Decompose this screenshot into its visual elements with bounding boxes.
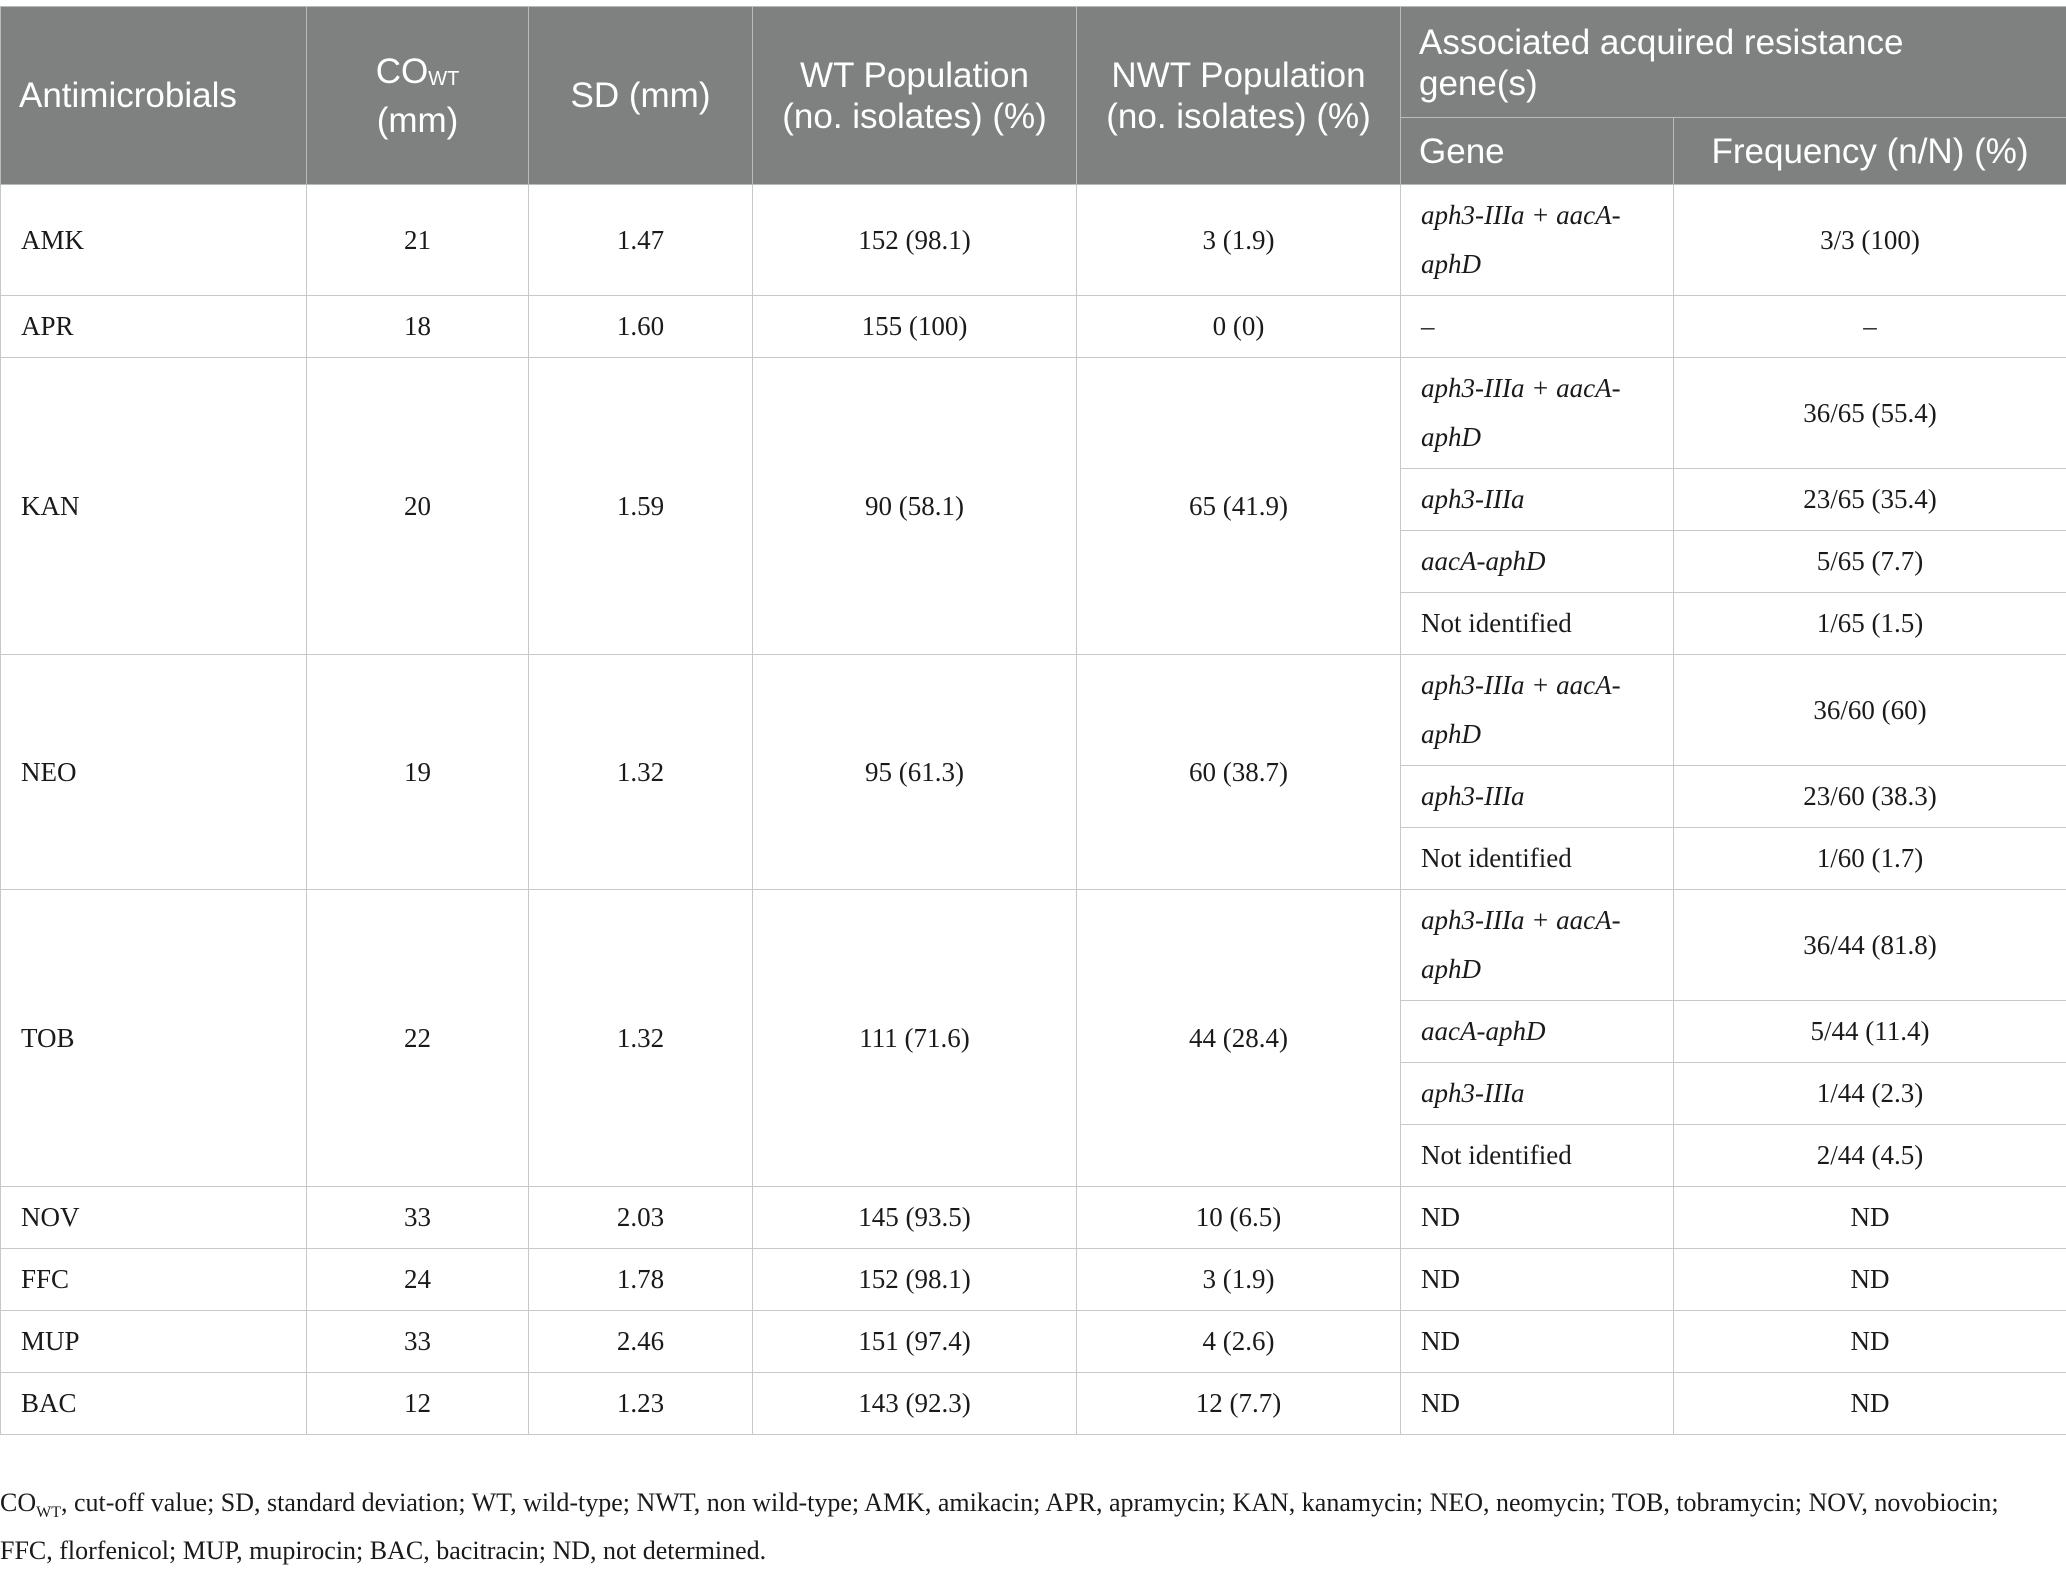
header-antimicrobials: Antimicrobials xyxy=(1,7,307,185)
cell-wt: 143 (92.3) xyxy=(753,1373,1077,1435)
cell-wt: 95 (61.3) xyxy=(753,655,1077,890)
table-row xyxy=(1,655,2066,766)
cell-drug: APR xyxy=(1,296,307,358)
cell-co: 24 xyxy=(307,1249,529,1311)
cell-sd: 1.32 xyxy=(529,890,753,1187)
cell-sd: 1.32 xyxy=(529,655,753,890)
cell-sd: 2.03 xyxy=(529,1187,753,1249)
cell-nwt: 65 (41.9) xyxy=(1077,358,1401,655)
cell-wt: 152 (98.1) xyxy=(753,1249,1077,1311)
cell-co: 19 xyxy=(307,655,529,890)
cell-wt: 152 (98.1) xyxy=(753,185,1077,296)
footnote-line2: FFC, florfenicol; MUP, mupirocin; BAC, bacitracin; ND, not determined. xyxy=(0,1536,766,1565)
cell-frequency: ND xyxy=(1674,1249,2066,1311)
cell-gene: aacA-aphD xyxy=(1401,1001,1674,1063)
cell-gene: – xyxy=(1401,296,1674,358)
cell-frequency: 1/44 (2.3) xyxy=(1674,1063,2066,1125)
cell-nwt: 12 (7.7) xyxy=(1077,1373,1401,1435)
cell-sd: 1.59 xyxy=(529,358,753,655)
cell-frequency: 36/65 (55.4) xyxy=(1674,358,2066,469)
gene-line1: aph3-IIIa + aacA- xyxy=(1421,905,1621,935)
cell-nwt: 3 (1.9) xyxy=(1077,185,1401,296)
cell-frequency: 23/65 (35.4) xyxy=(1674,469,2066,531)
cell-wt: 90 (58.1) xyxy=(753,358,1077,655)
header-co-unit: (mm) xyxy=(377,101,459,140)
cell-drug: TOB xyxy=(1,890,307,1187)
header-sd: SD (mm) xyxy=(529,7,753,185)
footnote-line1: , cut-off value; SD, standard deviation; WT, wild-type; NWT, non wild-type; AMK, amikacin; APR, apramycin; KAN, kanamycin; NEO, neomycin; TOB, tobramycin; NOV, novobiocin; xyxy=(61,1488,1999,1517)
cell-gene: ND xyxy=(1401,1311,1674,1373)
cell-frequency: 36/44 (81.8) xyxy=(1674,890,2066,1001)
cell-nwt: 10 (6.5) xyxy=(1077,1187,1401,1249)
cell-gene xyxy=(1401,185,1674,296)
cell-sd: 1.23 xyxy=(529,1373,753,1435)
table-row xyxy=(1,1249,2066,1311)
gene-line2: aphD xyxy=(1421,422,1481,452)
table-body xyxy=(1,185,2066,1435)
cell-gene: ND xyxy=(1401,1249,1674,1311)
table-header xyxy=(1,7,2066,185)
cell-frequency: ND xyxy=(1674,1187,2066,1249)
cell-nwt: 0 (0) xyxy=(1077,296,1401,358)
gene-line1: aph3-IIIa + aacA- xyxy=(1421,373,1621,403)
header-nwt-line2: (no. isolates) (%) xyxy=(1106,97,1371,136)
cell-drug: NEO xyxy=(1,655,307,890)
table-row xyxy=(1,185,2066,296)
cell-co: 33 xyxy=(307,1187,529,1249)
gene-line2: aphD xyxy=(1421,954,1481,984)
cell-sd: 1.60 xyxy=(529,296,753,358)
cell-sd: 1.78 xyxy=(529,1249,753,1311)
cell-sd: 1.47 xyxy=(529,185,753,296)
footnote-co-sub: WT xyxy=(36,1504,61,1521)
cell-gene: aph3-IIIa xyxy=(1401,766,1674,828)
cell-drug: BAC xyxy=(1,1373,307,1435)
cell-frequency: 1/60 (1.7) xyxy=(1674,828,2066,890)
results-table xyxy=(0,6,2066,1435)
cell-co: 18 xyxy=(307,296,529,358)
header-co-main: CO xyxy=(376,52,429,91)
header-frequency: Frequency (n/N) (%) xyxy=(1674,118,2066,185)
cell-gene: aacA-aphD xyxy=(1401,531,1674,593)
cell-frequency: 1/65 (1.5) xyxy=(1674,593,2066,655)
cell-wt: 145 (93.5) xyxy=(753,1187,1077,1249)
cell-wt: 151 (97.4) xyxy=(753,1311,1077,1373)
header-wt-population xyxy=(753,7,1077,185)
header-resistance-genes-group xyxy=(1401,7,2066,118)
cell-gene: ND xyxy=(1401,1373,1674,1435)
cell-nwt: 44 (28.4) xyxy=(1077,890,1401,1187)
cell-gene: Not identified xyxy=(1401,593,1674,655)
header-gene: Gene xyxy=(1401,118,1674,185)
cell-gene: Not identified xyxy=(1401,1125,1674,1187)
cell-co: 21 xyxy=(307,185,529,296)
cell-sd: 2.46 xyxy=(529,1311,753,1373)
results-table-container xyxy=(0,6,2066,1435)
header-group-line1: Associated acquired resistance xyxy=(1419,23,1903,62)
cell-drug: AMK xyxy=(1,185,307,296)
cell-co: 12 xyxy=(307,1373,529,1435)
cell-nwt: 3 (1.9) xyxy=(1077,1249,1401,1311)
cell-gene: aph3-IIIa xyxy=(1401,469,1674,531)
table-row xyxy=(1,1311,2066,1373)
footnote-co-main: CO xyxy=(0,1488,36,1517)
table-row xyxy=(1,1187,2066,1249)
cell-drug: KAN xyxy=(1,358,307,655)
cell-frequency: ND xyxy=(1674,1311,2066,1373)
header-group-line2: gene(s) xyxy=(1419,64,1538,103)
gene-line1: aph3-IIIa + aacA- xyxy=(1421,670,1621,700)
cell-co: 33 xyxy=(307,1311,529,1373)
cell-nwt: 4 (2.6) xyxy=(1077,1311,1401,1373)
header-nwt-population xyxy=(1077,7,1401,185)
cell-drug: FFC xyxy=(1,1249,307,1311)
gene-line1: aph3-IIIa + aacA- xyxy=(1421,200,1621,230)
table-row xyxy=(1,890,2066,1001)
cell-frequency: 2/44 (4.5) xyxy=(1674,1125,2066,1187)
header-wt-line1: WT Population xyxy=(800,56,1029,95)
cell-frequency: 23/60 (38.3) xyxy=(1674,766,2066,828)
cell-wt: 155 (100) xyxy=(753,296,1077,358)
table-row xyxy=(1,296,2066,358)
header-nwt-line1: NWT Population xyxy=(1111,56,1365,95)
cell-frequency: ND xyxy=(1674,1373,2066,1435)
cell-gene: Not identified xyxy=(1401,828,1674,890)
cell-drug: NOV xyxy=(1,1187,307,1249)
cell-frequency: 5/65 (7.7) xyxy=(1674,531,2066,593)
cell-gene xyxy=(1401,655,1674,766)
table-row xyxy=(1,358,2066,469)
header-co-wt xyxy=(307,7,529,185)
cell-gene xyxy=(1401,358,1674,469)
table-row xyxy=(1,1373,2066,1435)
cell-co: 20 xyxy=(307,358,529,655)
gene-line2: aphD xyxy=(1421,719,1481,749)
cell-gene: aph3-IIIa xyxy=(1401,1063,1674,1125)
cell-frequency: 3/3 (100) xyxy=(1674,185,2066,296)
cell-nwt: 60 (38.7) xyxy=(1077,655,1401,890)
cell-frequency: – xyxy=(1674,296,2066,358)
cell-frequency: 36/60 (60) xyxy=(1674,655,2066,766)
header-wt-line2: (no. isolates) (%) xyxy=(782,97,1047,136)
cell-gene: ND xyxy=(1401,1187,1674,1249)
cell-co: 22 xyxy=(307,890,529,1187)
table-footnote xyxy=(0,1484,2060,1570)
gene-line2: aphD xyxy=(1421,249,1481,279)
cell-frequency: 5/44 (11.4) xyxy=(1674,1001,2066,1063)
cell-gene xyxy=(1401,890,1674,1001)
cell-wt: 111 (71.6) xyxy=(753,890,1077,1187)
cell-drug: MUP xyxy=(1,1311,307,1373)
header-co-sub: WT xyxy=(428,68,459,90)
